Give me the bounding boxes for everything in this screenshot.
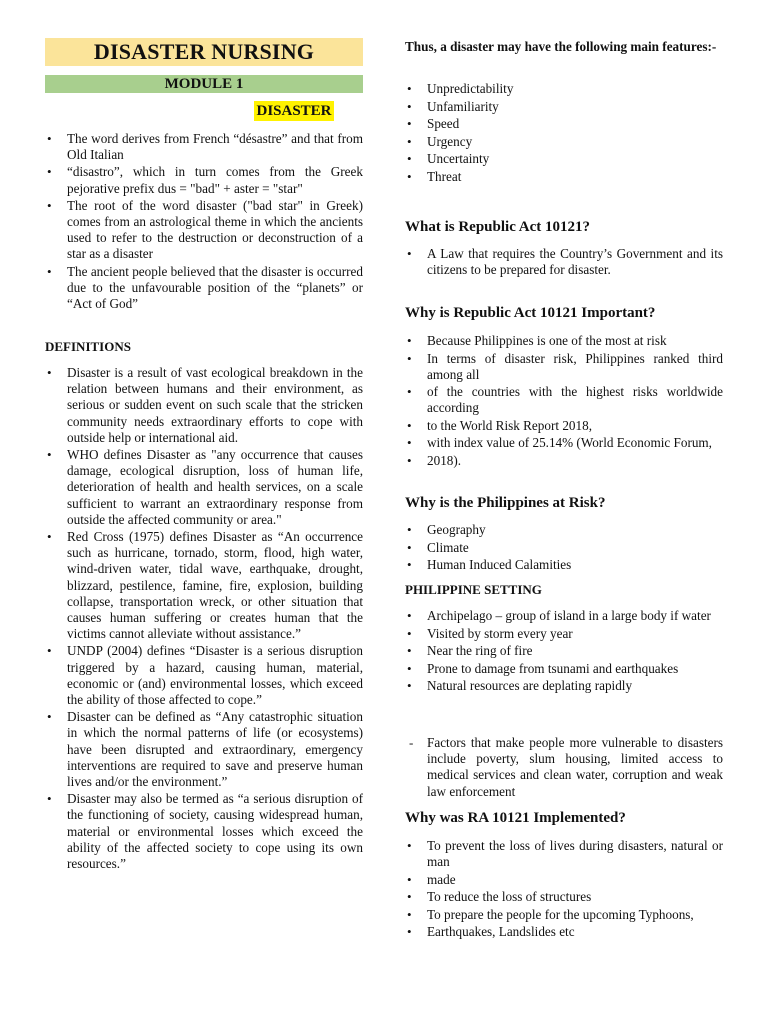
implemented-list	[405, 838, 723, 942]
list-item: • WHO defines Disaster as "any occurrence that causes damage, ecological disruption, loss of human life, deterioration of health and health services, on a scale sufficient to warrant an extraordinary response from outside the affected community or area."	[45, 447, 363, 528]
definitions-heading: DEFINITIONS	[45, 339, 131, 354]
list-item: • with index value of 25.14% (World Economic Forum,	[405, 435, 723, 451]
list-item: • Because Philippines is one of the most at risk	[405, 333, 723, 349]
ra-what-list	[405, 246, 723, 279]
features-list	[405, 81, 723, 186]
list-item: • A Law that requires the Country’s Government and its citizens to be prepared for disaster.	[405, 246, 723, 278]
list-item: • Speed	[405, 116, 723, 132]
list-item: - Factors that make people more vulnerable to disasters include poverty, slum housing, limited access to medical services and clean water, corruption and weak law enforcement	[405, 735, 723, 800]
setting-list	[405, 608, 723, 696]
list-item: • Uncertainty	[405, 151, 723, 167]
list-item: • 2018).	[405, 453, 723, 469]
ra-why-heading: Why is Republic Act 10121 Important?	[405, 305, 656, 321]
list-item: • Disaster may also be termed as “a serious disruption of the functioning of society, causing widespread human, material or environmental losses which exceed the ability of the affected society to cope using its own resources.”	[45, 791, 363, 872]
implemented-heading: Why was RA 10121 Implemented?	[405, 810, 626, 826]
topic-heading: DISASTER	[256, 103, 332, 119]
list-item: • Near the ring of fire	[405, 643, 723, 659]
list-item: • The ancient people believed that the disaster is occurred due to the unfavourable position of the “planets” or “Act of God”	[45, 264, 363, 313]
list-item: • To prepare the people for the upcoming Typhoons,	[405, 907, 723, 923]
list-item: • Earthquakes, Landslides etc	[405, 924, 723, 940]
ra-why-list	[405, 333, 723, 470]
list-item: • Unfamiliarity	[405, 99, 723, 115]
risk-list	[405, 522, 723, 575]
list-item: • Natural resources are deplating rapidly	[405, 678, 723, 694]
list-item: • To reduce the loss of structures	[405, 889, 723, 905]
intro-bullet-list	[45, 131, 363, 313]
risk-heading: Why is the Philippines at Risk?	[405, 495, 606, 511]
list-item: • The root of the word disaster ("bad star" in Greek) comes from an astrological theme in which the ancients used to refer to the destruction or deconstruction of a star as a disaster	[45, 198, 363, 263]
list-item: • Threat	[405, 169, 723, 185]
features-intro: Thus, a disaster may have the following main features:-	[405, 39, 717, 54]
list-item: • Disaster can be defined as “Any catastrophic situation in which the normal patterns of life (or ecosystems) have been disrupted and extraordinary, emergency interventions are required to save and preserve human lives and/or the environment.”	[45, 709, 363, 790]
list-item: • Urgency	[405, 134, 723, 150]
definitions-list	[45, 365, 363, 873]
list-item: • UNDP (2004) defines “Disaster is a serious disruption triggered by a hazard, causing human, material, economic or (and) environmental losses, which exceed the ability of those affected to cope.”	[45, 643, 363, 708]
list-item: • Red Cross (1975) defines Disaster as “An occurrence such as hurricane, tornado, storm, flood, high water, wind-driven water, tidal wave, earthquake, drought, blizzard, pestilence, famine, fire, explosion, building collapse, transportation wreck, or other situation that causes human suffering or creates human that the victims cannot alleviate without assistance.”	[45, 529, 363, 642]
ra-what-heading: What is Republic Act 10121?	[405, 219, 591, 235]
list-item: • Geography	[405, 522, 723, 538]
list-item: • of the countries with the highest risks worldwide according	[405, 384, 723, 416]
list-item: • Visited by storm every year	[405, 626, 723, 642]
list-item: • Human Induced Calamities	[405, 557, 723, 573]
list-item: • “disastro”, which in turn comes from the Greek pejorative prefix dus = "bad" + aster = "star"	[45, 164, 363, 196]
list-item: • To prevent the loss of lives during disasters, natural or man	[405, 838, 723, 870]
setting-heading: PHILIPPINE SETTING	[405, 582, 542, 597]
document-title: DISASTER NURSING	[45, 38, 363, 66]
list-item: • to the World Risk Report 2018,	[405, 418, 723, 434]
list-item: • Prone to damage from tsunami and earthquakes	[405, 661, 723, 677]
list-item: • Unpredictability	[405, 81, 723, 97]
list-item: • made	[405, 872, 723, 888]
list-item: • Disaster is a result of vast ecological breakdown in the relation between humans and their environment, as serious or sudden event on such scale that the stricken community needs extraordinary efforts to cope with outside help or international aid.	[45, 365, 363, 446]
list-item: • The word derives from French “désastre” and that from Old Italian	[45, 131, 363, 163]
module-label: MODULE 1	[45, 75, 363, 93]
list-item: • In terms of disaster risk, Philippines ranked third among all	[405, 351, 723, 383]
factors-list	[405, 735, 723, 801]
list-item: • Archipelago – group of island in a large body if water	[405, 608, 723, 624]
list-item: • Climate	[405, 540, 723, 556]
